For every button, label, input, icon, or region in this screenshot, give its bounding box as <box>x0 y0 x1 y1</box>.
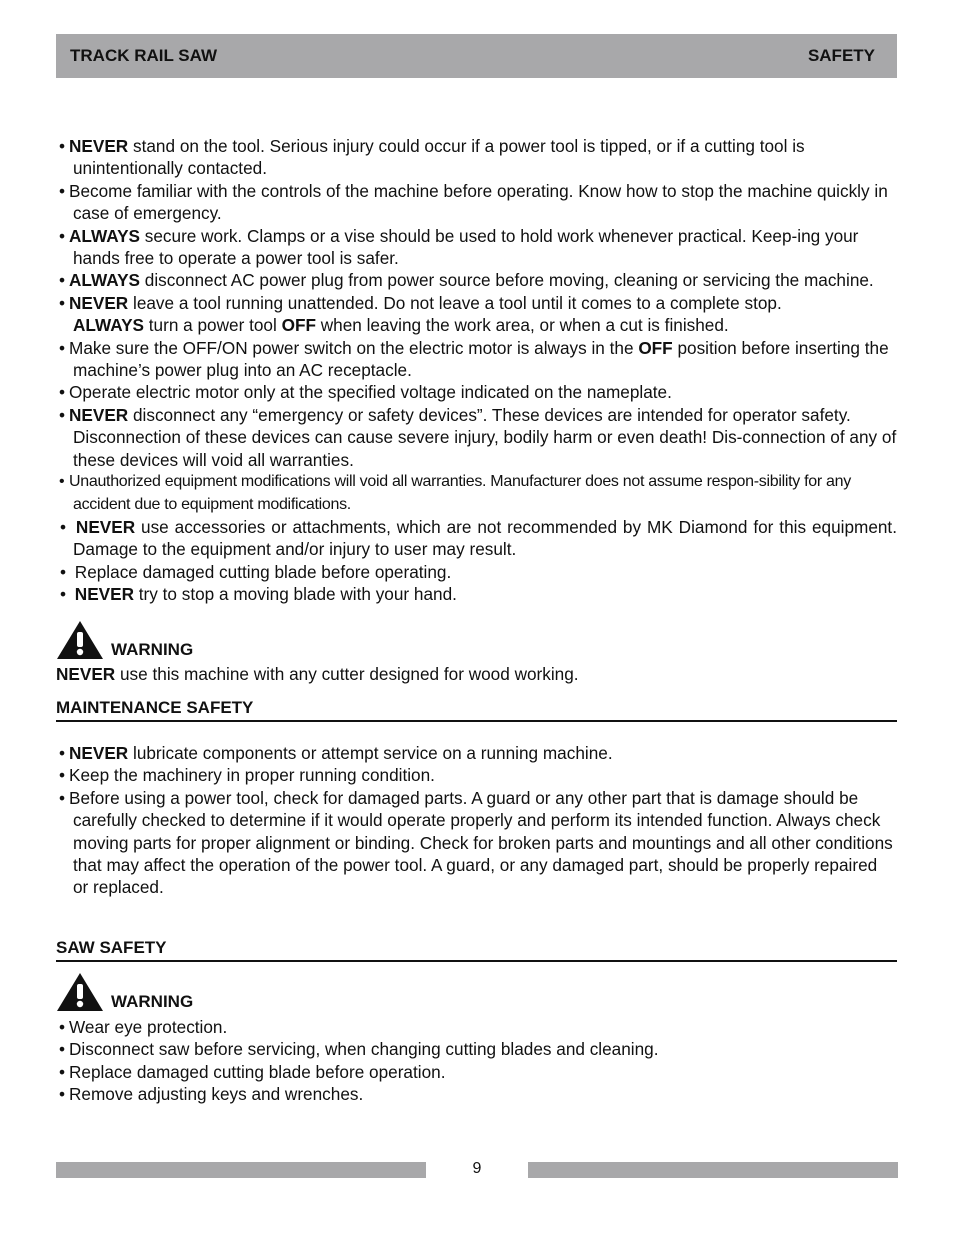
page-content <box>56 135 897 1105</box>
list-item: • ALWAYS disconnect AC power plug from power source before moving, cleaning or servicing the machine. <box>59 270 874 291</box>
warning-icon <box>56 972 104 1012</box>
header-bar <box>56 34 897 78</box>
list-item: • Make sure the OFF/ON power switch on the electric motor is always in the OFF position before inserting the machine’s power plug into an AC receptacle. <box>59 337 889 381</box>
warning-heading <box>56 620 897 660</box>
list-item: • Remove adjusting keys and wrenches. <box>59 1084 364 1104</box>
list-item: • Operate electric motor only at the specified voltage indicated on the nameplate. <box>59 382 672 403</box>
list-item: • NEVER try to stop a moving blade with your hand. <box>60 584 457 605</box>
list-item: • NEVER lubricate components or attempt service on a running machine. <box>59 742 613 763</box>
footer-bar-right <box>528 1162 898 1178</box>
list-item: • NEVER disconnect any “emergency or safety devices”. These devices are intended for operator safety. Disconnection of these devices can cause severe injury, bodily harm or even death! Dis-connection of any of these devices will void all warranties. <box>59 404 897 470</box>
header-section: SAFETY <box>807 46 875 65</box>
maintenance-safety-list <box>56 742 897 899</box>
saw-warning-heading <box>56 972 897 1012</box>
maintenance-safety-title: MAINTENANCE SAFETY <box>56 697 897 722</box>
saw-safety-title: SAW SAFETY <box>56 937 897 962</box>
footer-bar-left <box>56 1162 426 1178</box>
list-item: • Replace damaged cutting blade before operation. <box>59 1061 446 1082</box>
list-item: • Unauthorized equipment modifications will void all warranties. Manufacturer does not assume respon-sibility for any accident due to equipment modifications. <box>59 473 851 513</box>
warning-icon <box>56 620 104 660</box>
list-item: • Before using a power tool, check for damaged parts. A guard or any other part that is damage should be carefully checked to determine if it would operate properly and perform its intended function. Always check moving parts for proper alignment or binding. Check for broken parts and mountings and all other conditions that may affect the operation of the power tool. A guard, or any damaged part, should be properly repaired or replaced. <box>59 787 893 898</box>
list-item: • ALWAYS secure work. Clamps or a vise should be used to hold work whenever practical. Keep-ing your hands free to operate a power tool is safer. <box>59 225 859 269</box>
list-item: • NEVER stand on the tool. Serious injury could occur if a power tool is tipped, or if a cutting tool is unintentionally contacted. <box>59 136 805 179</box>
list-item: • NEVER leave a tool running unattended. Do not leave a tool until it comes to a complete stop. ALWAYS turn a power tool OFF when leaving the work area, or when a cut is finished. <box>59 292 782 336</box>
list-item: • Disconnect saw before servicing, when changing cutting blades and cleaning. <box>59 1039 659 1060</box>
header-title: TRACK RAIL SAW <box>70 46 218 65</box>
list-item: • Keep the machinery in proper running condition. <box>59 765 435 786</box>
list-item: • Become familiar with the controls of the machine before operating. Know how to stop the machine quickly in case of emergency. <box>59 180 888 224</box>
list-item: • Wear eye protection. <box>59 1016 228 1037</box>
warning-text: NEVER use this machine with any cutter designed for wood working. <box>56 663 579 684</box>
list-item: • Replace damaged cutting blade before operating. <box>60 561 452 582</box>
saw-safety-list <box>56 1016 897 1106</box>
general-safety-list <box>56 135 897 606</box>
warning-label: WARNING <box>111 991 194 1011</box>
warning-label: WARNING <box>111 639 194 659</box>
list-item: • NEVER use accessories or attachments, which are not recommended by MK Diamond for this equipment. Damage to the equipment and/or injury to user may result. <box>60 516 897 560</box>
page-number: 9 <box>472 1160 482 1177</box>
